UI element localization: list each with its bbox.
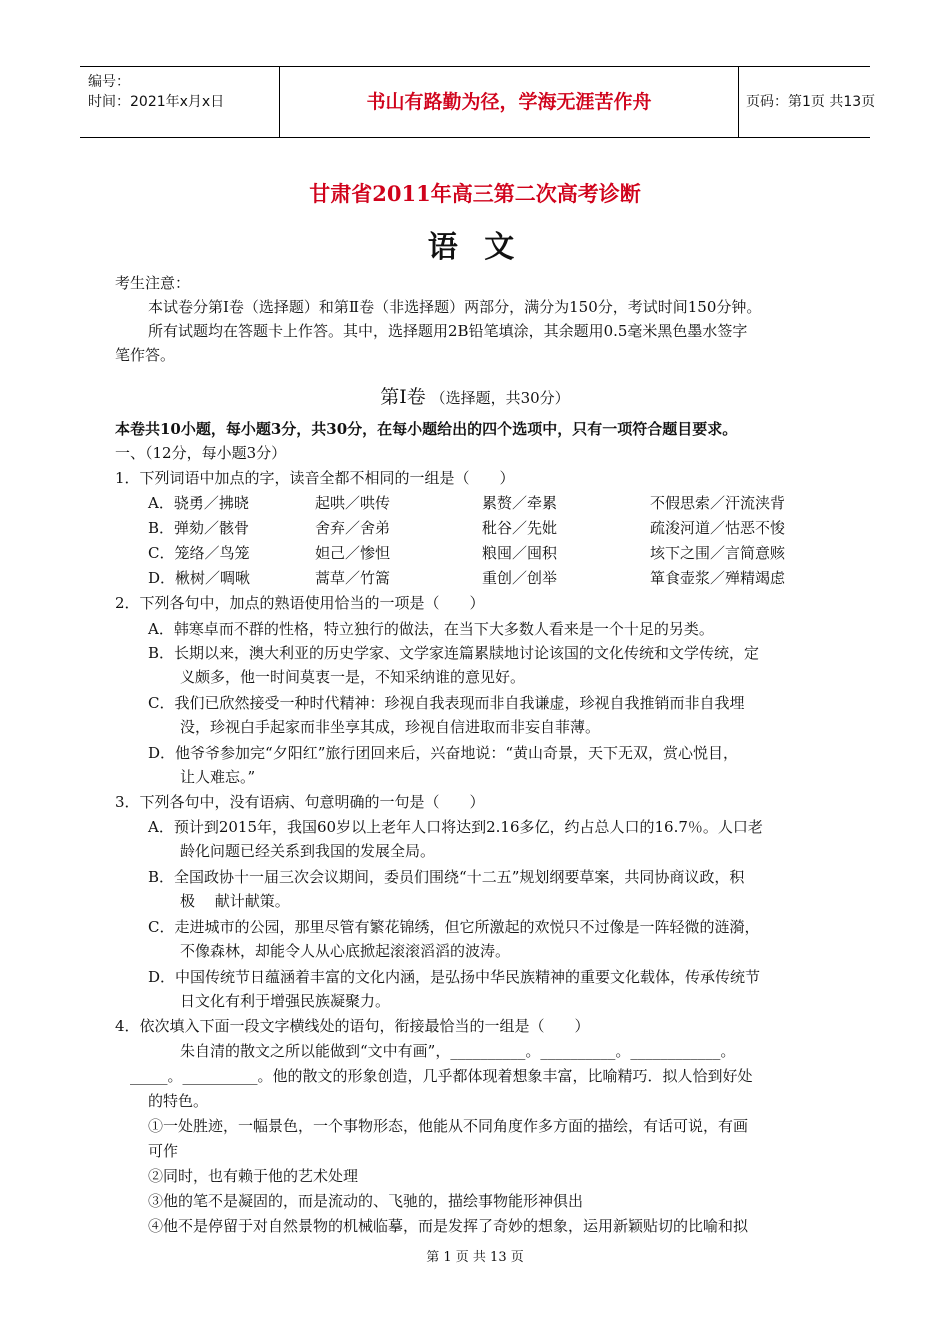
exam-title: 甘肃省2011年高三第二次高考诊断: [309, 181, 641, 206]
option-text: 极 献计献策。: [180, 892, 290, 910]
notice-heading: 考生注意：: [115, 274, 191, 292]
option-cell: 疏浚河道／怙恶不悛: [650, 519, 786, 537]
option-text: C．走进城市的公园，那里尽管有繁花锦绣，但它所激起的欢悦只不过像是一阵轻微的涟漪，: [148, 918, 760, 936]
option-text: A．预计到2015年，我国60岁以上老年人口将达到2.16多亿，约占总人口的16.7％。人口老: [148, 818, 763, 836]
passage-line: _____。__________。他的散文的形象创造，几乎都体现着想象丰富，比喻精巧．拟人恰到好处: [130, 1067, 753, 1085]
page-footer: 第 1 页 共 13 页: [426, 1250, 524, 1265]
option-text: 让人难忘。”: [180, 768, 256, 786]
option-cell: B．弹劾／骸骨: [148, 519, 250, 537]
notice-line: 所有试题均在答题卡上作答。其中，选择题用2B铅笔填涂，其余题用0.5毫米黑色墨水签字: [148, 322, 748, 340]
sentence-option: ④他不是停留于对自然景物的机械临摹，而是发挥了奇妙的想象，运用新颖贴切的比喻和拟: [148, 1217, 749, 1235]
section-heading: [0, 382, 950, 409]
option-text: 义颇多，他一时间莫衷一是，不知采纳谁的意见好。: [180, 668, 526, 686]
option-cell: C．笼络／鸟笼: [148, 544, 250, 562]
notice-line: 笔作答。: [115, 346, 176, 364]
option-cell: 舍弃／舍弟: [315, 519, 391, 537]
sentence-option: ①一处胜迹，一幅景色，一个事物形态，他能从不同角度作多方面的描绘，有话可说，有画: [148, 1117, 749, 1135]
section-note: （选择题，共30分）: [430, 389, 570, 407]
option-cell: D．楸树／啁啾: [148, 569, 251, 587]
notice-line: 本试卷分第Ⅰ卷（选择题）和第Ⅱ卷（非选择题）两部分，满分为150分，考试时间150分钟。: [148, 298, 762, 316]
option-cell: 秕谷／先妣: [482, 519, 558, 537]
question-stem: 4．依次填入下面一段文字横线处的语句，衔接最恰当的一组是（ ）: [115, 1017, 590, 1035]
instructions: 本卷共10小题，每小题3分，共30分，在每小题给出的四个选项中，只有一项符合题目要求。: [115, 420, 738, 438]
option-cell: 起哄／哄传: [315, 494, 391, 512]
option-cell: 蒿草／竹篙: [315, 569, 391, 587]
exam-subject: 语 文: [427, 230, 523, 265]
sentence-option: 可作: [148, 1142, 179, 1160]
sentence-option: ②同时，也有赖于他的艺术处理: [148, 1167, 359, 1185]
sentence-option: ③他的笔不是凝固的，而是流动的、飞驰的，描绘事物能形神俱出: [148, 1192, 584, 1210]
option-cell: 粮囤／囤积: [482, 544, 558, 562]
option-cell: A．骁勇／拂晓: [148, 494, 249, 512]
part-heading: 一、（12分，每小题3分）: [115, 444, 287, 462]
question-stem: 3．下列各句中，没有语病、句意明确的一句是（ ）: [115, 793, 485, 811]
page-header: [80, 66, 876, 138]
option-text: 日文化有利于增强民族凝聚力。: [180, 992, 391, 1010]
question-stem: 1．下列词语中加点的字，读音全都不相同的一组是（ ）: [115, 469, 515, 487]
option-text: C．我们已欣然接受一种时代精神：珍视自我表现而非自我谦虚，珍视自我推销而非自我埋: [148, 694, 745, 712]
header-motto: 书山有路勤为径，学海无涯苦作舟: [280, 67, 739, 137]
option-cell: 妲己／惨怛: [315, 544, 391, 562]
option-text: 不像森林，却能令人从心底掀起滚滚滔滔的波涛。: [180, 942, 511, 960]
option-text: 没，珍视白手起家而非坐享其成，珍视自信进取而非妄自菲薄。: [180, 718, 601, 736]
option-cell: 箪食壶浆／殚精竭虑: [650, 569, 786, 587]
option-cell: 不假思索／汗流浃背: [650, 494, 786, 512]
option-text: B．全国政协十一届三次会议期间，委员们围绕“十二五”规划纲要草案，共同协商议政，积: [148, 868, 745, 886]
option-cell: 重创／创举: [482, 569, 558, 587]
header-meta: [80, 67, 280, 137]
option-text: D．他爷爷参加完“夕阳红”旅行团回来后，兴奋地说：“黄山奇景，天下无双，赏心悦目，: [148, 744, 739, 762]
passage-line: 朱自清的散文之所以能做到“文中有画”，__________。__________。____________。: [180, 1042, 736, 1060]
question-stem: 2．下列各句中，加点的熟语使用恰当的一项是（ ）: [115, 594, 485, 612]
option-text: D．中国传统节日蕴涵着丰富的文化内涵，是弘扬中华民族精神的重要文化载体，传承传统节: [148, 968, 761, 986]
option-cell: 累赘／牵累: [482, 494, 558, 512]
passage-line: 的特色。: [148, 1092, 209, 1110]
section-title: 第Ⅰ卷: [380, 386, 426, 408]
header-page-info: 页码：第1页 共13页: [746, 94, 876, 110]
option-cell: 垓下之围／言简意赅: [650, 544, 786, 562]
doc-date: 时间：2021年x月x日: [88, 94, 225, 110]
option-text: 龄化问题已经关系到我国的发展全局。: [180, 842, 436, 860]
option-text: A．韩寒卓而不群的性格，特立独行的做法，在当下大多数人看来是一个十足的另类。: [148, 620, 714, 638]
doc-code: 编号：: [88, 74, 130, 90]
option-text: B．长期以来，澳大利亚的历史学家、文学家连篇累牍地讨论该国的文化传统和文学传统，定: [148, 644, 760, 662]
